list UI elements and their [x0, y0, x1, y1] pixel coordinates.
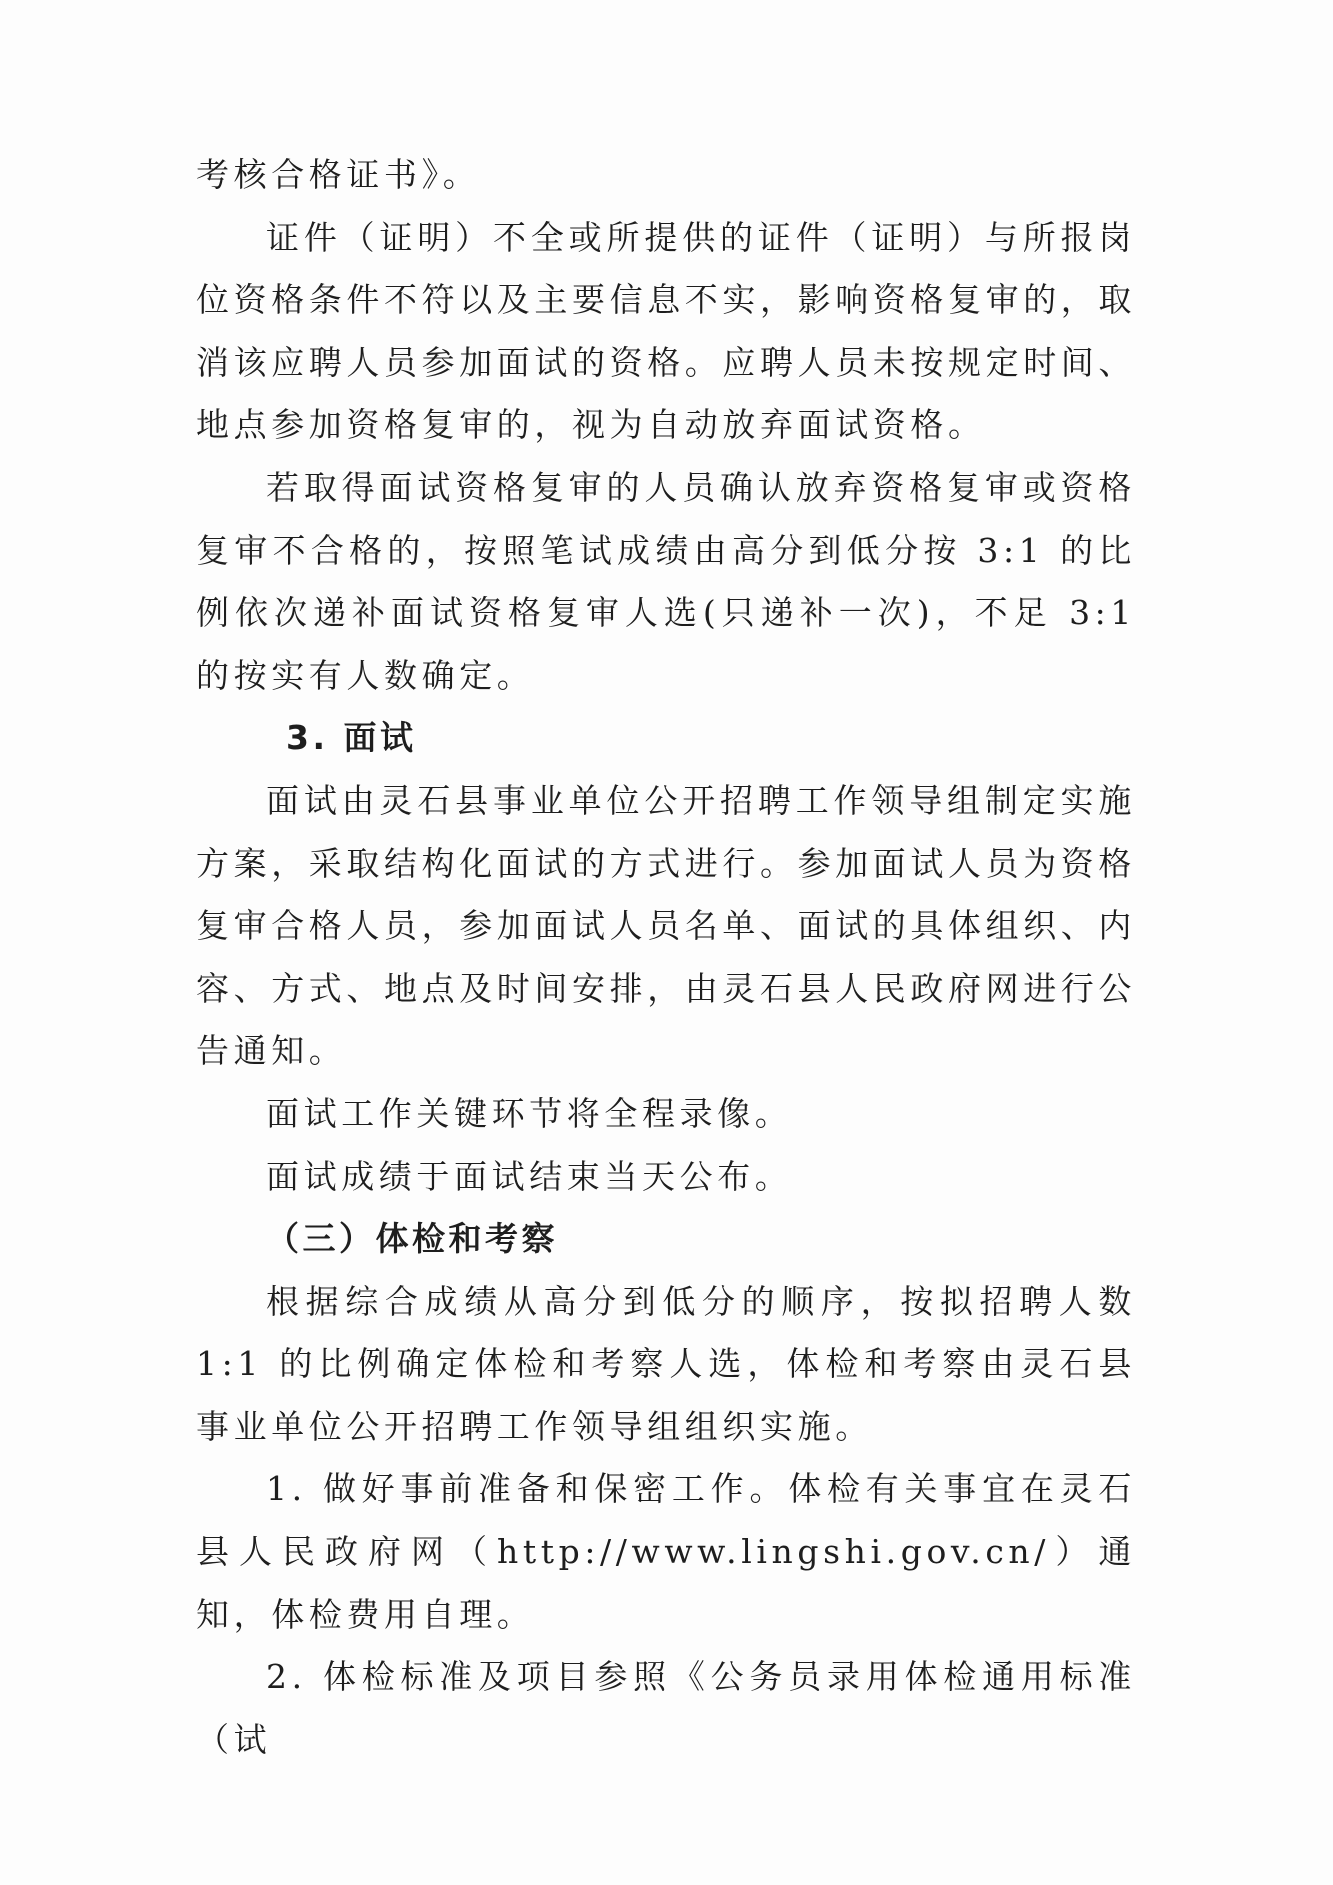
paragraph-interview-results: 面试成绩于面试结束当天公布。 [266, 1156, 793, 1196]
heading-interview: 3. 面试 [286, 718, 417, 758]
paragraph-interview-recording: 面试工作关键环节将全程录像。 [266, 1093, 793, 1133]
document-body [196, 144, 1136, 1771]
paragraph-selection-ratio: 根据综合成绩从高分到低分的顺序，按拟招聘人数 1:1 的比例确定体检和考察人选，体检和考察由灵石县事业单位公开招聘工作领导组组织实施。 [196, 1281, 1136, 1446]
paragraph-document-incomplete: 证件（证明）不全或所提供的证件（证明）与所报岗位资格条件不符以及主要信息不实，影响资格复审的，取消该应聘人员参加面试的资格。应聘人员未按规定时间、地点参加资格复审的，视为自动放弃面试资格。 [196, 217, 1136, 445]
paragraph-interview-plan: 面试由灵石县事业单位公开招聘工作领导组制定实施方案，采取结构化面试的方式进行。参加面试人员为资格复审合格人员，参加面试人员名单、面试的具体组织、内容、方式、地点及时间安排，由灵石县人民政府网进行公告通知。 [196, 780, 1136, 1071]
paragraph-medical-standard: 2. 体检标准及项目参照《公务员录用体检通用标准（试 [196, 1657, 1136, 1759]
paragraph-preparation: 1. 做好事前准备和保密工作。体检有关事宜在灵石县人民政府网（http://www.lingshi.gov.cn/）通知，体检费用自理。 [196, 1469, 1136, 1634]
paragraph-replacement-rule: 若取得面试资格复审的人员确认放弃资格复审或资格复审不合格的，按照笔试成绩由高分到低分按 3:1 的比例依次递补面试资格复审人选(只递补一次)，不足 3:1 的按实有人数确定。 [196, 467, 1136, 695]
heading-medical-and-inspection: （三）体检和考察 [266, 1219, 558, 1259]
paragraph-certificate-end: 考核合格证书》。 [196, 155, 481, 194]
